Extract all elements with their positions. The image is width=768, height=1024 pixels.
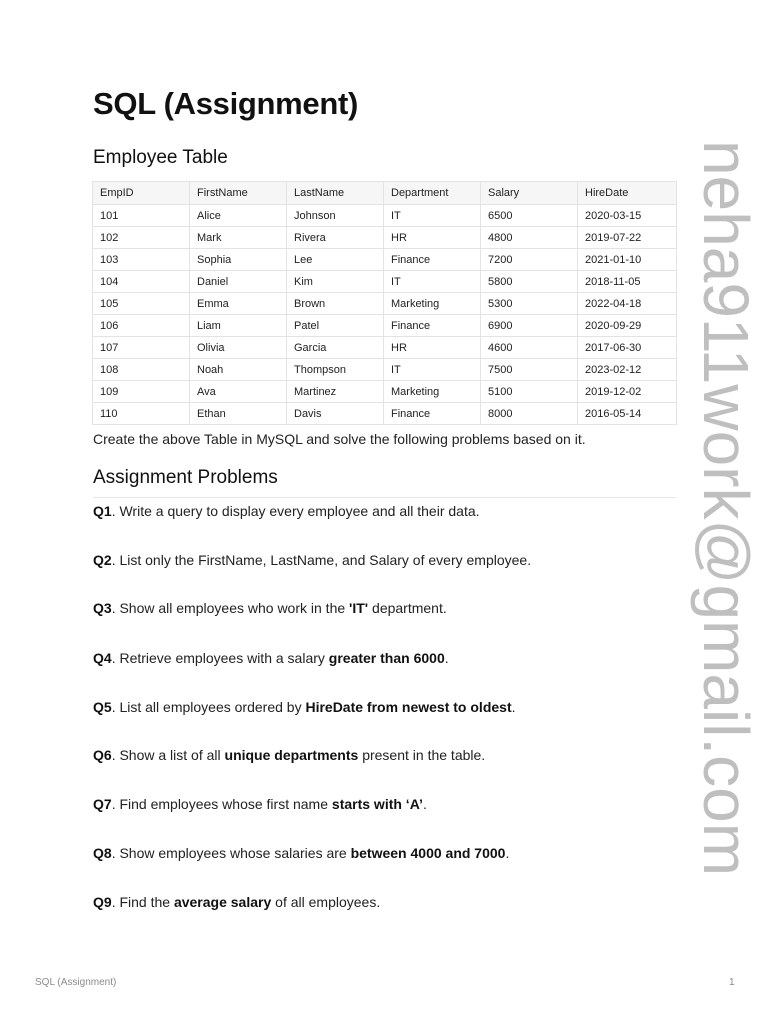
table-cell: 2023-02-12 xyxy=(578,359,677,381)
question-label: Q9 xyxy=(93,894,112,910)
table-cell: 2021-01-10 xyxy=(578,249,677,271)
question-emphasis: 'IT' xyxy=(349,600,369,616)
question-emphasis: greater than 6000 xyxy=(328,650,445,666)
question-emphasis: HireDate from newest to oldest xyxy=(305,699,512,715)
question-label: Q8 xyxy=(93,845,112,861)
table-cell: Ava xyxy=(190,381,287,403)
table-cell: Daniel xyxy=(190,271,287,293)
table-cell: Olivia xyxy=(190,337,287,359)
table-cell: Noah xyxy=(190,359,287,381)
table-cell: 4800 xyxy=(481,227,578,249)
table-cell: Kim xyxy=(287,271,384,293)
page-number: 1 xyxy=(729,977,735,988)
table-row xyxy=(93,271,677,293)
table-cell: 103 xyxy=(93,249,190,271)
footer-title: SQL (Assignment) xyxy=(35,977,117,988)
table-cell: 2018-11-05 xyxy=(578,271,677,293)
table-cell: Emma xyxy=(190,293,287,315)
question-text: department. xyxy=(368,600,447,616)
column-header: EmpID xyxy=(93,182,190,205)
question-q2 xyxy=(93,552,531,568)
table-cell: Davis xyxy=(287,403,384,425)
question-text: present in the table. xyxy=(358,747,486,763)
column-header: LastName xyxy=(287,182,384,205)
table-row xyxy=(93,337,677,359)
table-cell: Brown xyxy=(287,293,384,315)
table-cell: 106 xyxy=(93,315,190,337)
table-row xyxy=(93,205,677,227)
table-cell: 7500 xyxy=(481,359,578,381)
question-text: . xyxy=(444,650,449,666)
question-q6 xyxy=(93,747,485,763)
question-label: Q2 xyxy=(93,552,112,568)
table-cell: Mark xyxy=(190,227,287,249)
question-text: of all employees. xyxy=(271,894,381,910)
table-cell: 4600 xyxy=(481,337,578,359)
table-cell: 7200 xyxy=(481,249,578,271)
table-row xyxy=(93,359,677,381)
question-q4 xyxy=(93,650,449,666)
table-cell: IT xyxy=(384,359,481,381)
table-cell: HR xyxy=(384,227,481,249)
question-text: . Retrieve employees with a salary xyxy=(111,650,329,666)
table-cell: Alice xyxy=(190,205,287,227)
column-header: Department xyxy=(384,182,481,205)
table-cell: Sophia xyxy=(190,249,287,271)
table-cell: 108 xyxy=(93,359,190,381)
table-cell: 5100 xyxy=(481,381,578,403)
table-cell: Martinez xyxy=(287,381,384,403)
table-row xyxy=(93,227,677,249)
question-text: . xyxy=(505,845,510,861)
page-title: SQL (Assignment) xyxy=(93,86,359,121)
column-header: HireDate xyxy=(578,182,677,205)
question-q3 xyxy=(93,600,447,616)
question-text: . List only the FirstName, LastName, and Salary of every employee. xyxy=(111,552,532,568)
question-label: Q3 xyxy=(93,600,112,616)
question-text: . Show employees whose salaries are xyxy=(111,845,351,861)
table-cell: 2019-12-02 xyxy=(578,381,677,403)
table-cell: 5800 xyxy=(481,271,578,293)
question-q1 xyxy=(93,503,480,519)
table-cell: Finance xyxy=(384,249,481,271)
assignment-problems-heading: Assignment Problems xyxy=(93,467,676,498)
table-cell: 110 xyxy=(93,403,190,425)
table-cell: 6500 xyxy=(481,205,578,227)
column-header: Salary xyxy=(481,182,578,205)
table-row xyxy=(93,249,677,271)
table-cell: 102 xyxy=(93,227,190,249)
table-cell: Lee xyxy=(287,249,384,271)
table-cell: Liam xyxy=(190,315,287,337)
table-cell: 2020-09-29 xyxy=(578,315,677,337)
table-instructions: Create the above Table in MySQL and solve the following problems based on it. xyxy=(93,431,586,447)
table-cell: HR xyxy=(384,337,481,359)
question-emphasis: unique departments xyxy=(224,747,359,763)
table-cell: Finance xyxy=(384,315,481,337)
table-cell: IT xyxy=(384,271,481,293)
table-cell: 104 xyxy=(93,271,190,293)
table-cell: 2019-07-22 xyxy=(578,227,677,249)
table-cell: 6900 xyxy=(481,315,578,337)
table-cell: Finance xyxy=(384,403,481,425)
question-text: . Show a list of all xyxy=(111,747,225,763)
question-q7 xyxy=(93,796,427,812)
table-cell: 2022-04-18 xyxy=(578,293,677,315)
employee-table xyxy=(92,181,677,425)
question-text: . Find the xyxy=(111,894,174,910)
table-cell: Marketing xyxy=(384,381,481,403)
table-cell: 8000 xyxy=(481,403,578,425)
question-q5 xyxy=(93,699,516,715)
table-cell: Thompson xyxy=(287,359,384,381)
column-header: FirstName xyxy=(190,182,287,205)
question-label: Q5 xyxy=(93,699,112,715)
table-cell: 107 xyxy=(93,337,190,359)
question-text: . xyxy=(422,796,427,812)
question-text: . Show all employees who work in the xyxy=(111,600,350,616)
table-cell: IT xyxy=(384,205,481,227)
table-cell: Rivera xyxy=(287,227,384,249)
table-cell: 109 xyxy=(93,381,190,403)
table-cell: 105 xyxy=(93,293,190,315)
table-row xyxy=(93,293,677,315)
table-cell: 101 xyxy=(93,205,190,227)
table-row xyxy=(93,315,677,337)
table-cell: Marketing xyxy=(384,293,481,315)
table-cell: 2016-05-14 xyxy=(578,403,677,425)
question-q8 xyxy=(93,845,509,861)
table-cell: Patel xyxy=(287,315,384,337)
table-cell: 5300 xyxy=(481,293,578,315)
question-emphasis: starts with ‘A’ xyxy=(331,796,423,812)
question-emphasis: average salary xyxy=(173,894,272,910)
question-emphasis: between 4000 and 7000 xyxy=(350,845,506,861)
question-text: . xyxy=(511,699,516,715)
question-text: . List all employees ordered by xyxy=(111,699,306,715)
question-label: Q4 xyxy=(93,650,112,666)
employee-table-body xyxy=(93,205,677,425)
email-watermark: neha911work@gmail.com xyxy=(690,139,762,877)
employee-table-heading: Employee Table xyxy=(93,147,228,168)
table-cell: Johnson xyxy=(287,205,384,227)
question-text: . Write a query to display every employee and all their data. xyxy=(111,503,480,519)
question-label: Q7 xyxy=(93,796,112,812)
question-q9 xyxy=(93,894,380,910)
question-label: Q6 xyxy=(93,747,112,763)
question-label: Q1 xyxy=(93,503,112,519)
table-cell: Garcia xyxy=(287,337,384,359)
table-cell: Ethan xyxy=(190,403,287,425)
question-text: . Find employees whose first name xyxy=(111,796,332,812)
table-cell: 2020-03-15 xyxy=(578,205,677,227)
table-row xyxy=(93,403,677,425)
table-header-row xyxy=(93,182,677,205)
table-cell: 2017-06-30 xyxy=(578,337,677,359)
table-row xyxy=(93,381,677,403)
